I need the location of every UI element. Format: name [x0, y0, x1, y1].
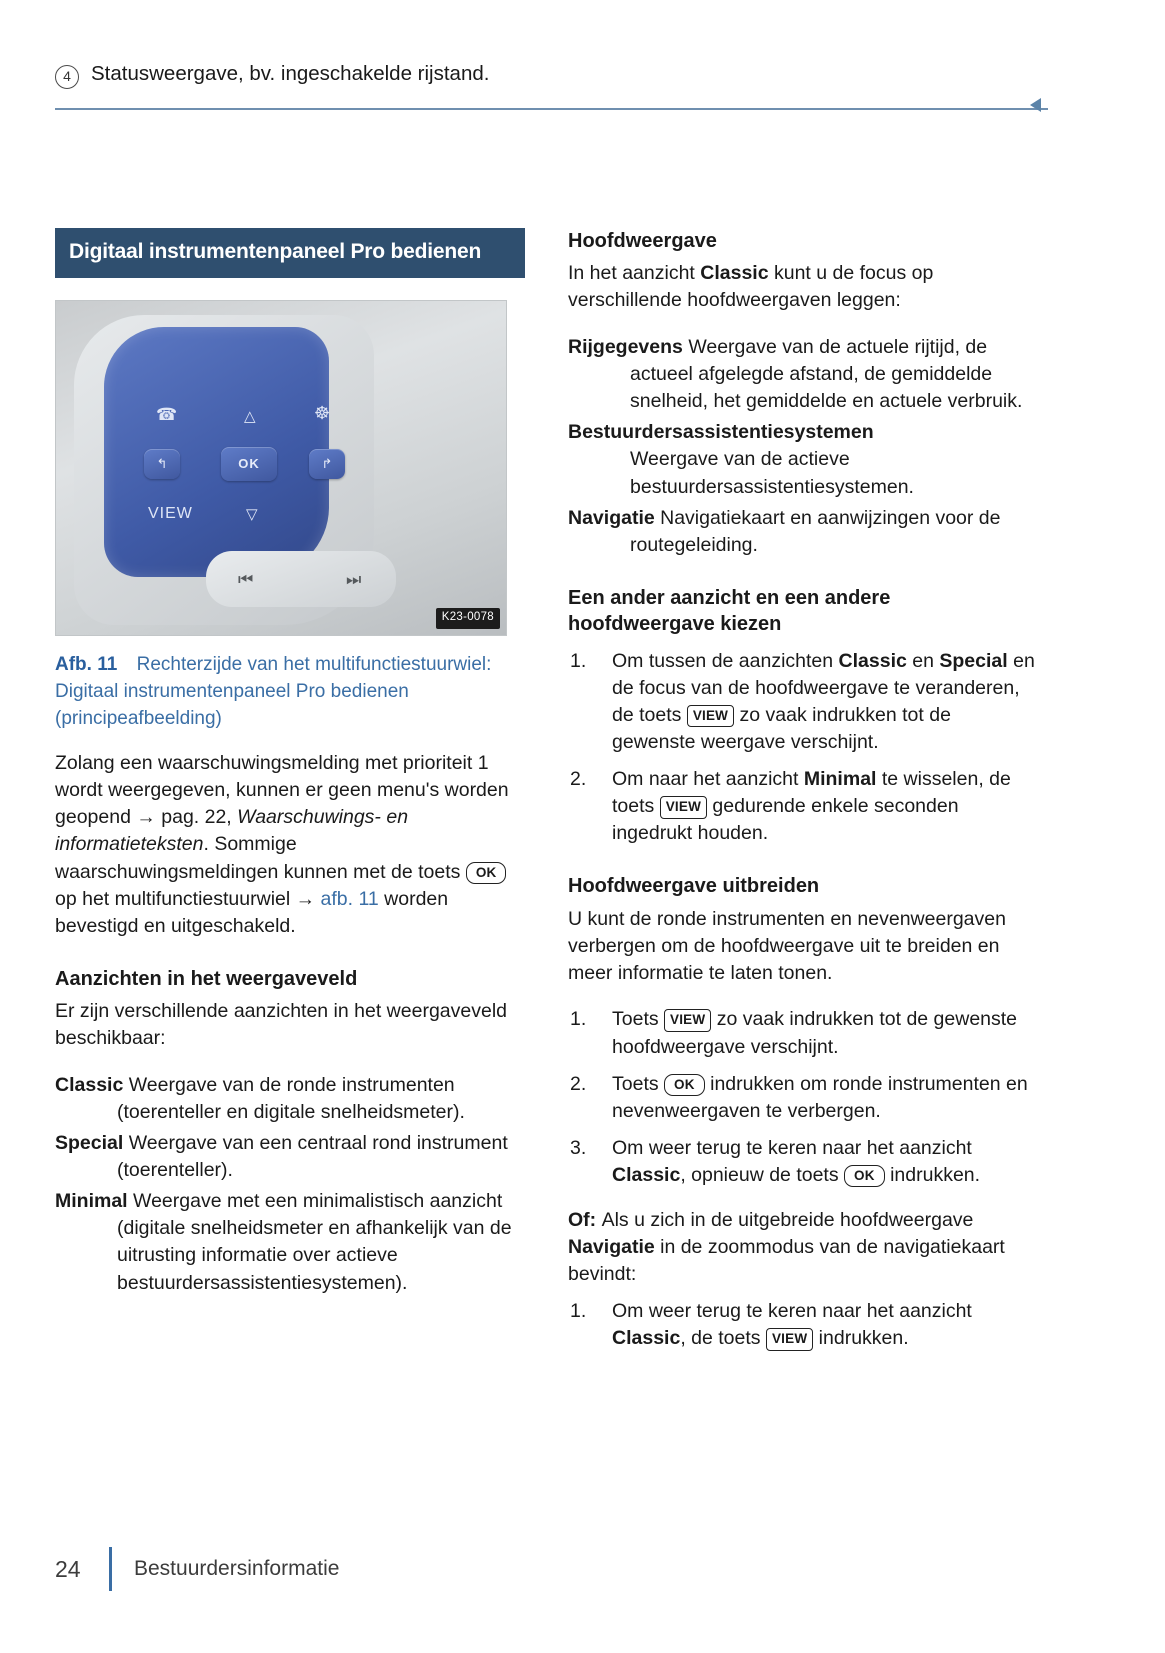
previous-track-icon: ⏮ [238, 570, 254, 590]
step-text-part3: gedurende enkele seconden ingedrukt houden. [612, 795, 959, 845]
key-left-media: ↰ [144, 449, 180, 479]
arrow-down-icon: ▽ [246, 506, 258, 524]
key-ok: OK [221, 447, 277, 481]
step-text-part1: Toets [612, 1072, 665, 1095]
para-warning-part2: . Sommige waarschuwingsmeldingen kunnen met de toets [55, 833, 466, 883]
section-title: Digitaal instrumentenpaneel Pro bedienen [55, 228, 525, 278]
figure-caption-label: Afb. 11 [55, 654, 118, 676]
paragraph-views-intro: Er zijn verschillende aanzichten in het weergaveveld beschikbaar: [55, 1000, 508, 1050]
step-bold-classic: Classic [612, 1163, 681, 1186]
figure-caption-text: Rechterzijde van het multifunctiestuurwiel: Digitaal instrumentenpaneel Pro bedienen (principeafbeelding) [55, 654, 492, 729]
definition-list-main-displays [568, 334, 1038, 559]
header-item-number: 4 [55, 65, 79, 89]
page-number: 24 [55, 1555, 81, 1582]
step-number: 1. [570, 1300, 587, 1323]
footer-section-title: Bestuurdersinformatie [134, 1557, 340, 1580]
step-bold-classic: Classic [838, 649, 907, 672]
next-track-icon: ⏭ [346, 570, 362, 590]
definition-item [55, 1072, 525, 1126]
figure-id-tag: K23-0078 [436, 608, 500, 629]
definition-term: Rijgegevens [568, 336, 683, 359]
figure-multifunction-wheel [55, 300, 507, 636]
arrow-up-icon: △ [244, 408, 256, 426]
para-warning-italic: Waarschuwings- en informatieteksten [55, 806, 409, 856]
step-text-part1: Om weer terug te keren naar het aanzicht [612, 1300, 972, 1323]
para-warning-part1: Zolang een waarschuwingsmelding met prioriteit 1 wordt weergegeven, kunnen er geen menu's worden geopend → pag. 22, [55, 752, 509, 829]
heading-views: Aanzichten in het weergaveveld [55, 967, 358, 990]
left-column [55, 228, 525, 1297]
step-text-part1: Om tussen de aanzichten [612, 649, 839, 672]
figure-caption [55, 652, 510, 732]
definition-item [568, 505, 1038, 559]
list-item [568, 1071, 1038, 1125]
step-text-part2: indrukken om ronde instrumenten en nevenweergaven te verbergen. [612, 1072, 1028, 1122]
phone-icon: ☎ [156, 405, 178, 425]
cross-ref-figure-11[interactable]: afb. 11 [320, 887, 379, 910]
step-bold-minimal: Minimal [803, 767, 877, 790]
step-number: 2. [570, 767, 587, 790]
view-key-glyph: VIEW [687, 705, 734, 728]
of-text-part1: Als u zich in de uitgebreide hoofdweergave [601, 1209, 974, 1231]
definition-text: Weergave van de actieve bestuurdersassistentiesystemen. [630, 448, 914, 498]
heading-expand-display: Hoofdweergave uitbreiden [568, 875, 820, 898]
step-number: 1. [570, 1008, 587, 1031]
definition-item [55, 1130, 525, 1184]
heading-choose-view: Een ander aanzicht en een andere hoofdweergave kiezen [568, 586, 891, 636]
definition-text: Weergave van een centraal rond instrument (toerenteller). [117, 1132, 508, 1182]
list-item [568, 1298, 1038, 1352]
step-text-part2: en [906, 649, 940, 672]
of-text-part2: in de zoommodus van de navigatiekaart bevindt: [568, 1236, 1005, 1286]
view-key-glyph: VIEW [660, 796, 707, 819]
of-label: Of: [568, 1209, 602, 1231]
step-number: 1. [570, 649, 587, 672]
step-text-part3: indrukken. [884, 1163, 981, 1186]
lower-key-strip [206, 551, 396, 607]
para-classic-part2: kunt u de focus op verschillende hoofdweergaven leggen: [568, 262, 934, 312]
button-pad [104, 327, 329, 577]
step-text-part3: indrukken. [813, 1327, 909, 1350]
step-text-part1: Toets [612, 1008, 665, 1031]
step-text-part4: zo vaak indrukken tot de gewenste weergave verschijnt. [612, 703, 951, 753]
ok-key-glyph: OK [664, 1074, 705, 1097]
definition-term: Navigatie [568, 506, 655, 529]
nav-back-arrow-icon [1030, 98, 1041, 112]
of-bold-navigatie: Navigatie [568, 1236, 655, 1259]
paragraph-warning-messages [55, 750, 525, 940]
definition-term: Classic [55, 1073, 124, 1096]
para-warning-part3: op het multifunctiestuurwiel → [55, 887, 321, 910]
header-divider [55, 108, 1048, 110]
step-bold-classic: Classic [612, 1327, 681, 1350]
step-text-part3: en de focus van de hoofdweergave te veranderen, de toets [612, 649, 1035, 726]
definition-item [568, 419, 1038, 500]
para-classic-bold: Classic [700, 262, 769, 285]
heading-main-display: Hoofdweergave [568, 230, 717, 252]
steering-wheel-icon: ☸ [314, 403, 331, 424]
list-item [568, 648, 1038, 756]
definition-term: Bestuurdersassistentiesystemen [568, 421, 874, 444]
ok-key-glyph: OK [466, 862, 507, 885]
step-text-part2: , de toets [680, 1327, 766, 1350]
step-text-part2: zo vaak indrukken tot de gewenste hoofdweergave verschijnt. [612, 1008, 1018, 1058]
header-item-text: Statusweergave, bv. ingeschakelde rijstand. [91, 62, 490, 85]
step-number: 3. [570, 1136, 587, 1159]
definition-item [568, 334, 1038, 415]
page-footer [55, 1547, 339, 1591]
page-header [55, 62, 1055, 89]
right-column [568, 228, 1038, 1352]
definition-term: Special [55, 1132, 124, 1155]
definition-text: Weergave van de actuele rijtijd, de actueel afgelegde afstand, de gemiddelde snelheid, het gemiddelde en actuele verbruik. [630, 336, 1023, 413]
para-classic-part1: In het aanzicht [568, 262, 701, 285]
step-text-part1: Om naar het aanzicht [612, 767, 804, 790]
para-warning-part4: worden bevestigd en uitgeschakeld. [55, 887, 449, 937]
view-key-glyph: VIEW [664, 1009, 711, 1032]
definition-item [55, 1188, 525, 1296]
step-text-part2: , opnieuw de toets [680, 1163, 845, 1186]
ok-key-glyph: OK [844, 1165, 885, 1188]
steps-expand-display [568, 1006, 1038, 1189]
list-item [568, 766, 1038, 847]
definition-text: Navigatiekaart en aanwijzingen voor de routegeleiding. [630, 506, 1001, 556]
definition-term: Minimal [55, 1190, 128, 1213]
key-view-label: VIEW [148, 505, 193, 523]
definition-text: Weergave met een minimalistisch aanzicht (digitale snelheidsmeter en afhankelijk van de uitrusting informatie over actieve bestuurdersassistentiesystemen). [117, 1190, 512, 1294]
paragraph-expand-intro: U kunt de ronde instrumenten en nevenweergaven verbergen om de hoofdweergave uit te breiden en meer informatie te laten tonen. [568, 907, 1006, 984]
list-item [568, 1006, 1038, 1060]
step-bold-special: Special [939, 649, 1008, 672]
paragraph-classic-focus [568, 260, 1038, 314]
step-number: 2. [570, 1072, 587, 1095]
view-key-glyph: VIEW [766, 1328, 813, 1351]
definition-text: Weergave van de ronde instrumenten (toerenteller en digitale snelheidsmeter). [117, 1073, 465, 1123]
steps-alternative [568, 1298, 1038, 1352]
steps-choose-view [568, 648, 1038, 848]
definition-list-views [55, 1072, 525, 1297]
key-right-media: ↱ [309, 449, 345, 479]
step-text-part2: te wisselen, de toets [612, 767, 1011, 818]
list-item [568, 1135, 1038, 1189]
paragraph-alternative [568, 1207, 1038, 1288]
footer-divider [109, 1547, 112, 1591]
step-text-part1: Om weer terug te keren naar het aanzicht [612, 1136, 972, 1159]
